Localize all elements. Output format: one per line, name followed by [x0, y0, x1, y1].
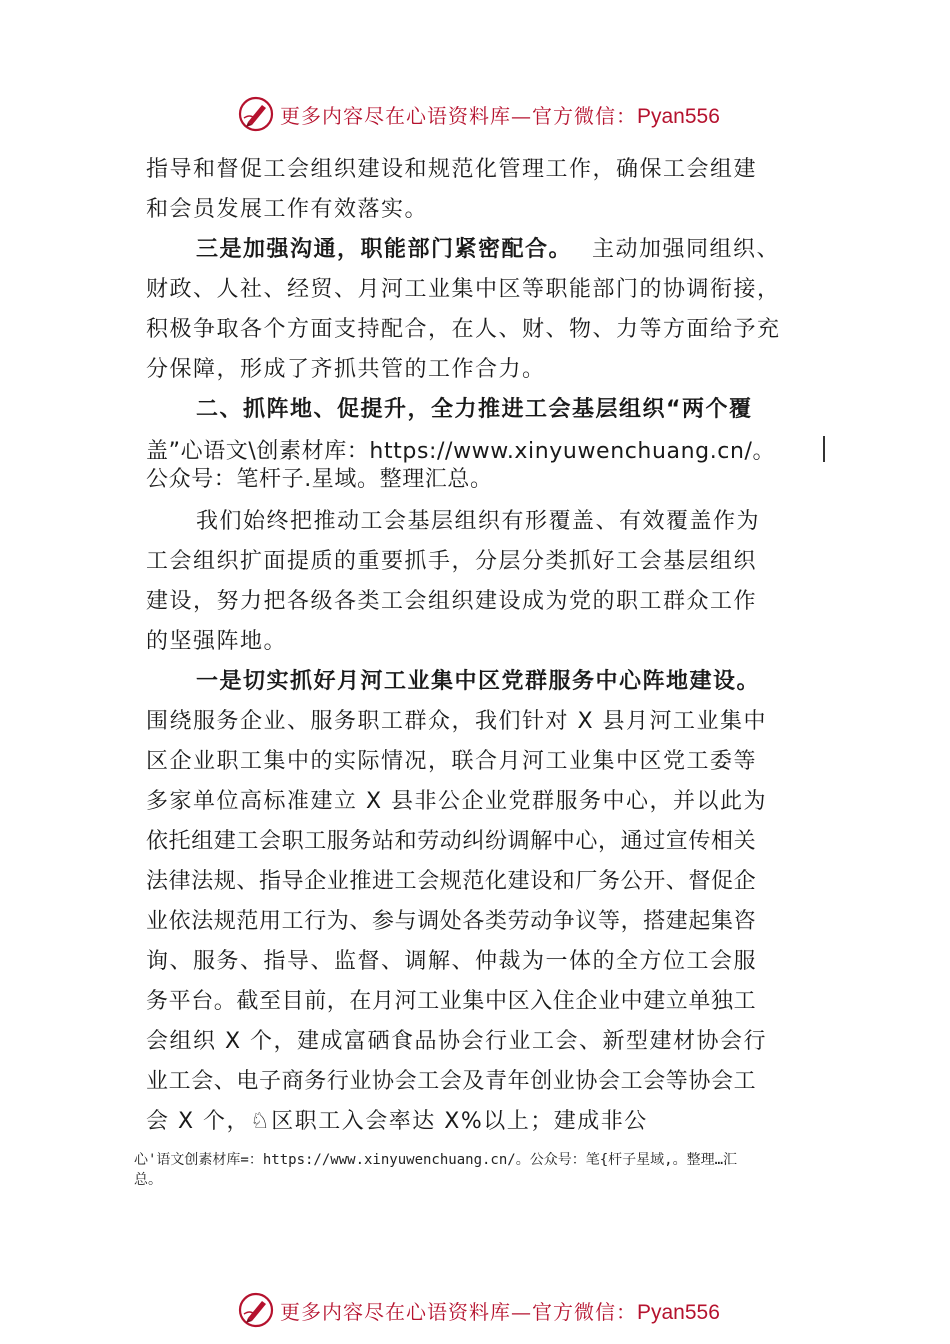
paragraph-line: 和会员发展工作有效落实。	[146, 197, 429, 222]
footnote-line: 心'语文创素材库=：https://www.xinyuwenchuang.cn/。公众号：笔{杆子星域,。整理…汇	[134, 1152, 738, 1168]
paragraph-line: 工会组织扩面提质的重要抓手，分层分类抓好工会基层组织	[146, 549, 758, 574]
paragraph-line: 财政、人社、经贸、月河工业集中区等职能部门的协调衔接，	[146, 277, 781, 302]
paragraph-line: 我们始终把推动工会基层组织有形覆盖、有效覆盖作为	[196, 509, 761, 534]
subheading-inline: 三是加强沟通，职能部门紧密配合。	[196, 237, 573, 262]
footer-banner-text: 更多内容尽在心语资料库—官方微信：Pyan556	[280, 1299, 720, 1324]
subheading: 一是切实抓好月河工业集中区党群服务中心阵地建设。	[196, 669, 761, 694]
paragraph-line: 分保障，形成了齐抓共管的工作合力。	[146, 357, 546, 382]
paragraph-line: 积极争取各个方面支持配合，在人、财、物、力等方面给予充	[146, 317, 781, 342]
paragraph-line: 法律法规、指导企业推进工会规范化建设和厂务公开、督促企	[146, 869, 757, 894]
footnote-line: 总。	[134, 1172, 162, 1188]
paragraph-line: 业工会、电子商务行业协会工会及青年创业协会工会等协会工	[146, 1069, 757, 1094]
paragraph-line: 业依法规范用工行为、参与调处各类劳动争议等，搭建起集咨	[146, 909, 757, 934]
divider	[823, 436, 825, 462]
paragraph-line: 务平台。截至目前，在月河工业集中区入住企业中建立单独工	[146, 989, 757, 1014]
pen-logo-icon	[238, 1292, 274, 1328]
paragraph-line: 建设，努力把各级各类工会组织建设成为党的职工群众工作	[146, 589, 758, 614]
paragraph-line: 盖”心语文\创素材库：https://www.xinyuwenchuang.cn/。	[146, 439, 776, 464]
paragraph-line: 多家单位高标准建立 X 县非公企业党群服务中心，并以此为	[146, 789, 768, 814]
header-banner-text: 更多内容尽在心语资料库—官方微信：Pyan556	[280, 103, 720, 128]
paragraph-line: 主动加强同组织、	[592, 237, 781, 262]
paragraph-line: 询、服务、指导、监督、调解、仲裁为一体的全方位工会服	[146, 949, 758, 974]
paragraph-line: 公众号：笔杆子.星域。整理汇总。	[146, 467, 493, 492]
section-heading: 二、抓阵地、促提升，全力推进工会基层组织“两个覆	[196, 397, 753, 422]
paragraph-line: 围绕服务企业、服务职工群众，我们针对 X 县月河工业集中	[146, 709, 768, 734]
paragraph-line: 指导和督促工会组织建设和规范化管理工作，确保工会组建	[146, 157, 758, 182]
paragraph-line: 会 X 个，♘区职工入会率达 X%以上；建成非公	[146, 1109, 648, 1134]
paragraph-line: 依托组建工会职工服务站和劳动纠纷调解中心，通过宣传相关	[146, 829, 757, 854]
paragraph-line: 区企业职工集中的实际情况，联合月河工业集中区党工委等	[146, 749, 758, 774]
footer-banner	[238, 1290, 758, 1330]
paragraph-line: 会组织 X 个，建成富硒食品协会行业工会、新型建材协会行	[146, 1029, 768, 1054]
paragraph-line: 的坚强阵地。	[146, 629, 288, 654]
